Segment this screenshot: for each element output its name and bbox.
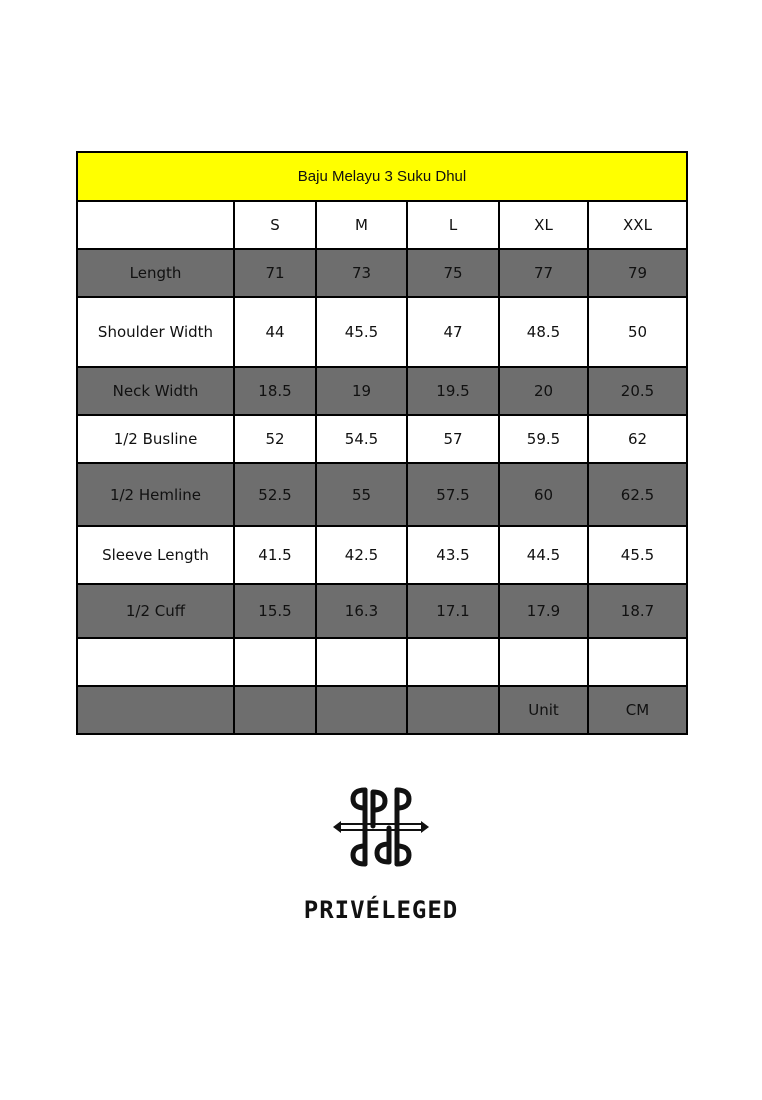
row-label: Length — [77, 249, 234, 297]
table-cell: 18.5 — [234, 367, 316, 415]
table-row — [77, 686, 687, 734]
unit-value: CM — [588, 686, 687, 734]
table-cell: 48.5 — [499, 297, 588, 367]
table-row — [77, 367, 687, 415]
table-cell: 57.5 — [407, 463, 499, 526]
table-cell: 52 — [234, 415, 316, 463]
table-cell — [77, 686, 234, 734]
table-cell: 79 — [588, 249, 687, 297]
table-cell: 77 — [499, 249, 588, 297]
table-cell — [234, 686, 316, 734]
size-header-row — [77, 201, 687, 249]
table-cell: 44.5 — [499, 526, 588, 584]
table-row — [77, 584, 687, 638]
table-row — [77, 415, 687, 463]
row-label: Shoulder Width — [77, 297, 234, 367]
table-row — [77, 297, 687, 367]
table-cell — [234, 638, 316, 686]
row-label: Sleeve Length — [77, 526, 234, 584]
table-cell: 16.3 — [316, 584, 407, 638]
table-cell: 45.5 — [588, 526, 687, 584]
table-cell: 62.5 — [588, 463, 687, 526]
table-cell: 47 — [407, 297, 499, 367]
table-cell: 19 — [316, 367, 407, 415]
table-cell: 41.5 — [234, 526, 316, 584]
table-cell — [407, 686, 499, 734]
table-cell — [77, 638, 234, 686]
table-row — [77, 526, 687, 584]
table-cell: 17.9 — [499, 584, 588, 638]
table-row — [77, 249, 687, 297]
brand-block — [281, 782, 481, 924]
header-cell — [77, 201, 234, 249]
table-cell: 71 — [234, 249, 316, 297]
table-cell: 54.5 — [316, 415, 407, 463]
table-cell — [316, 638, 407, 686]
table-cell: 43.5 — [407, 526, 499, 584]
header-cell: M — [316, 201, 407, 249]
table-cell: 75 — [407, 249, 499, 297]
row-label: 1/2 Hemline — [77, 463, 234, 526]
table-cell: 59.5 — [499, 415, 588, 463]
pp-monogram-icon — [333, 782, 429, 872]
table-cell — [588, 638, 687, 686]
table-cell: 62 — [588, 415, 687, 463]
unit-label: Unit — [499, 686, 588, 734]
table-cell: 20 — [499, 367, 588, 415]
table-cell: 45.5 — [316, 297, 407, 367]
table-cell — [499, 638, 588, 686]
size-chart-table — [76, 151, 688, 735]
row-label: 1/2 Cuff — [77, 584, 234, 638]
table-cell: 20.5 — [588, 367, 687, 415]
table-cell: 57 — [407, 415, 499, 463]
brand-name: PRIVÉLEGED — [303, 896, 459, 924]
table-cell: 52.5 — [234, 463, 316, 526]
header-cell: S — [234, 201, 316, 249]
table-cell: 15.5 — [234, 584, 316, 638]
table-cell — [407, 638, 499, 686]
table-cell: 44 — [234, 297, 316, 367]
table-title: Baju Melayu 3 Suku Dhul — [77, 152, 687, 201]
table-row — [77, 638, 687, 686]
table-row — [77, 463, 687, 526]
table-cell: 42.5 — [316, 526, 407, 584]
table-cell: 55 — [316, 463, 407, 526]
header-cell: XL — [499, 201, 588, 249]
row-label: Neck Width — [77, 367, 234, 415]
table-cell: 18.7 — [588, 584, 687, 638]
table-cell: 73 — [316, 249, 407, 297]
row-label: 1/2 Busline — [77, 415, 234, 463]
table-cell: 17.1 — [407, 584, 499, 638]
table-cell — [316, 686, 407, 734]
table-cell: 19.5 — [407, 367, 499, 415]
table-cell: 60 — [499, 463, 588, 526]
table-cell: 50 — [588, 297, 687, 367]
header-cell: XXL — [588, 201, 687, 249]
header-cell: L — [407, 201, 499, 249]
